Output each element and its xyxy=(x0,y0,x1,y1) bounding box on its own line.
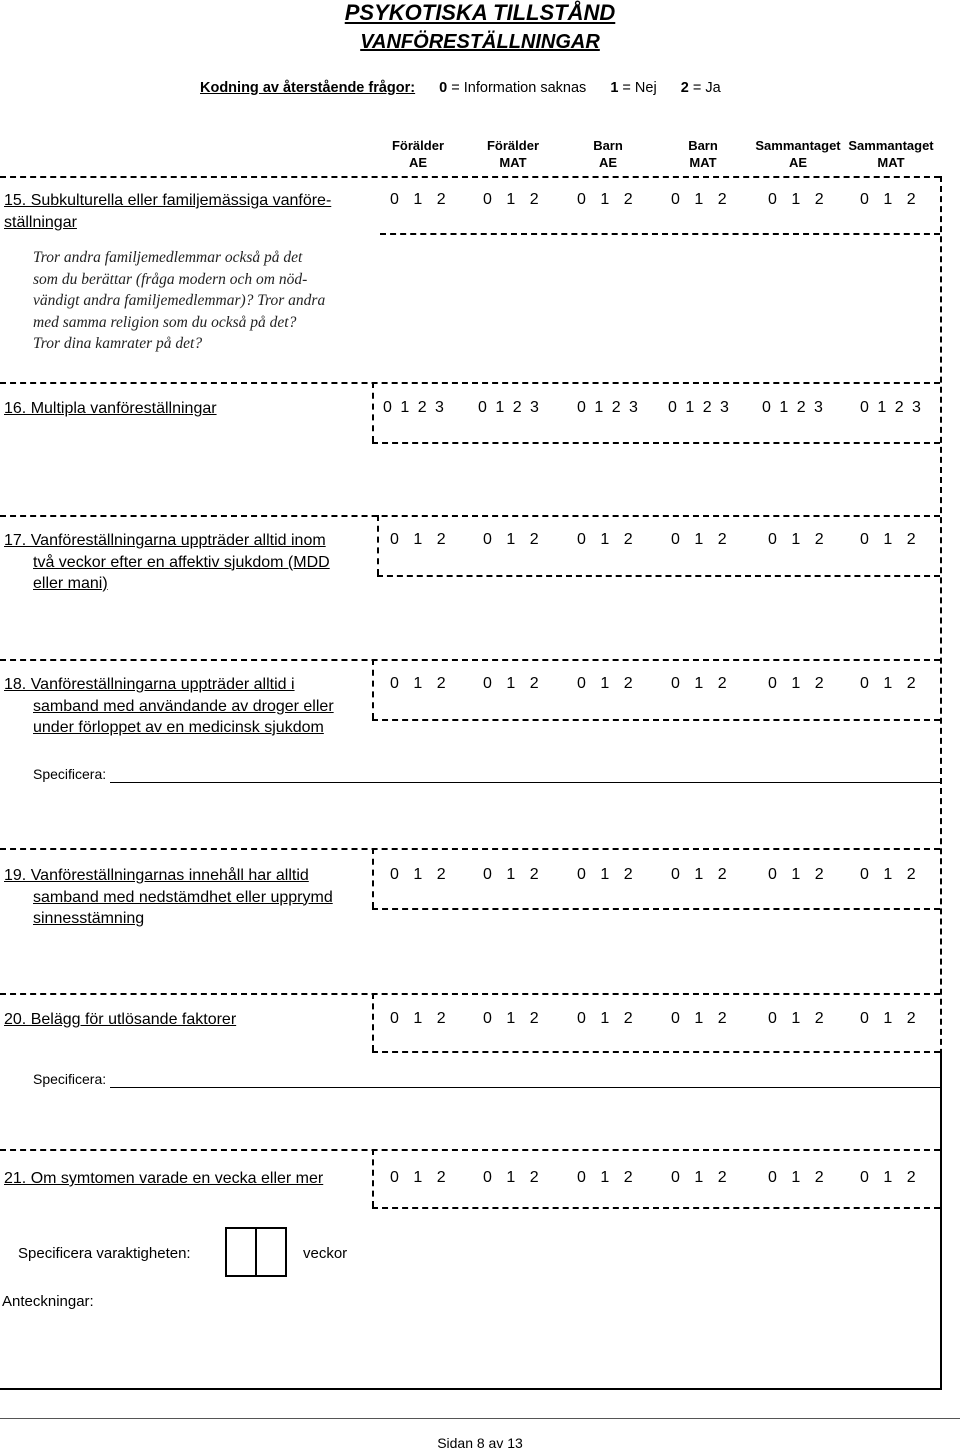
q17-scale-5[interactable]: 0 1 2 xyxy=(768,531,824,548)
q18-scale-6[interactable]: 0 1 2 xyxy=(860,675,916,692)
separator-q20-left xyxy=(372,993,374,1051)
separator-q19-top xyxy=(0,848,940,850)
question-21: 21. Om symtomen varade en vecka eller mer xyxy=(4,1170,324,1187)
q16-scale-1[interactable]: 0 1 2 3 xyxy=(383,399,444,416)
q18-scale-2[interactable]: 0 1 2 xyxy=(483,675,539,692)
column-header-3: Barn AE xyxy=(593,138,623,170)
q19-scale-3[interactable]: 0 1 2 xyxy=(577,866,633,883)
q17-scale-6[interactable]: 0 1 2 xyxy=(860,531,916,548)
separator-q20-bottom xyxy=(372,1051,940,1053)
page-subtitle: VANFÖRESTÄLLNINGAR xyxy=(360,31,600,53)
q18-specify-field[interactable] xyxy=(110,782,940,783)
q16-scale-2[interactable]: 0 1 2 3 xyxy=(478,399,539,416)
q17-scale-1[interactable]: 0 1 2 xyxy=(390,531,446,548)
column-header-4: Barn MAT xyxy=(688,138,718,170)
duration-label: Specificera varaktigheten: xyxy=(18,1245,191,1262)
question-16: 16. Multipla vanföreställningar xyxy=(4,400,217,417)
code-2: 2 = Ja xyxy=(680,80,721,96)
separator-q16-left xyxy=(372,382,374,442)
q15-scale-6[interactable]: 0 1 2 xyxy=(860,191,916,208)
separator-q16-top xyxy=(0,382,940,384)
q18-scale-5[interactable]: 0 1 2 xyxy=(768,675,824,692)
q21-scale-3[interactable]: 0 1 2 xyxy=(577,1169,633,1186)
notes-bottom-border xyxy=(0,1388,940,1390)
duration-digit-box-1[interactable] xyxy=(225,1227,257,1277)
q20-scale-1[interactable]: 0 1 2 xyxy=(390,1010,446,1027)
q15-scale-2[interactable]: 0 1 2 xyxy=(483,191,539,208)
q16-scale-5[interactable]: 0 1 2 3 xyxy=(762,399,823,416)
code-1: 1 = Nej xyxy=(610,80,657,96)
separator-q17-bottom xyxy=(377,575,940,577)
separator-q21-bottom xyxy=(372,1207,940,1209)
page-title: PSYKOTISKA TILLSTÅND xyxy=(344,0,616,25)
separator-q21-left xyxy=(372,1149,374,1207)
question-17: 17. Vanföreställningarna uppträder alltid inom två veckor efter en affektiv sjukdom (MDD eller mani) xyxy=(4,532,330,592)
q20-scale-4[interactable]: 0 1 2 xyxy=(671,1010,727,1027)
q16-scale-4[interactable]: 0 1 2 3 xyxy=(668,399,729,416)
q18-scale-3[interactable]: 0 1 2 xyxy=(577,675,633,692)
q20-specify-label: Specificera: xyxy=(33,1071,107,1087)
separator-q21-top xyxy=(0,1149,940,1151)
q20-scale-2[interactable]: 0 1 2 xyxy=(483,1010,539,1027)
code-0: 0 = Information saknas xyxy=(439,80,587,96)
q16-scale-6[interactable]: 0 1 2 3 xyxy=(860,399,921,416)
coding-label: Kodning av återstående frågor: xyxy=(200,80,416,96)
question-20: 20. Belägg för utlösande faktorer xyxy=(4,1011,237,1028)
q20-specify-field[interactable] xyxy=(110,1087,940,1088)
separator-top xyxy=(0,176,940,178)
q21-scale-5[interactable]: 0 1 2 xyxy=(768,1169,824,1186)
footer-rule xyxy=(0,1418,960,1419)
separator-q19-left xyxy=(372,848,374,908)
separator-q20-top xyxy=(0,993,940,995)
q20-scale-6[interactable]: 0 1 2 xyxy=(860,1010,916,1027)
q21-scale-1[interactable]: 0 1 2 xyxy=(390,1169,446,1186)
q21-scale-4[interactable]: 0 1 2 xyxy=(671,1169,727,1186)
separator-q18-bottom xyxy=(372,719,940,721)
q15-scale-1[interactable]: 0 1 2 xyxy=(390,191,446,208)
q19-scale-1[interactable]: 0 1 2 xyxy=(390,866,446,883)
q19-scale-5[interactable]: 0 1 2 xyxy=(768,866,824,883)
q16-scale-3[interactable]: 0 1 2 3 xyxy=(577,399,638,416)
q15-scale-5[interactable]: 0 1 2 xyxy=(768,191,824,208)
question-18: 18. Vanföreställningarna uppträder alltid i samband med användande av droger eller under förloppet av en medicinsk sjukdom xyxy=(4,676,334,736)
separator-q17-left xyxy=(377,515,379,575)
q17-scale-4[interactable]: 0 1 2 xyxy=(671,531,727,548)
column-header-2: Förälder MAT xyxy=(486,138,539,170)
q19-scale-6[interactable]: 0 1 2 xyxy=(860,866,916,883)
q19-scale-4[interactable]: 0 1 2 xyxy=(671,866,727,883)
duration-digit-box-2[interactable] xyxy=(255,1227,287,1277)
notes-label: Anteckningar: xyxy=(2,1293,94,1310)
question-15-probe: Tror andra familjemedlemmar också på det som du berättar (fråga modern och om nöd- vändigt andra familjemedlemmar)? Tror andra med samma religion som du också på det? Tror dina kamrater på det? xyxy=(33,249,326,352)
q15-scale-4[interactable]: 0 1 2 xyxy=(671,191,727,208)
q18-specify-label: Specificera: xyxy=(33,766,107,782)
q21-scale-2[interactable]: 0 1 2 xyxy=(483,1169,539,1186)
q18-scale-1[interactable]: 0 1 2 xyxy=(390,675,446,692)
separator-q18-left xyxy=(372,659,374,719)
column-header-6: Sammantaget MAT xyxy=(848,138,934,170)
separator-q15 xyxy=(380,233,940,235)
question-15: 15. Subkulturella eller familjemässiga vanföre- ställningar xyxy=(4,192,332,231)
separator-q17-top xyxy=(0,515,940,517)
q15-scale-3[interactable]: 0 1 2 xyxy=(577,191,633,208)
separator-q18-top xyxy=(0,659,940,661)
right-border-solid xyxy=(940,1050,942,1390)
separator-q19-bottom xyxy=(372,908,940,910)
q21-scale-6[interactable]: 0 1 2 xyxy=(860,1169,916,1186)
coding-legend xyxy=(200,80,721,96)
question-19: 19. Vanföreställningarnas innehåll har alltid samband med nedstämdhet eller upprymd sinnesstämning xyxy=(4,867,333,927)
q20-scale-5[interactable]: 0 1 2 xyxy=(768,1010,824,1027)
q19-scale-2[interactable]: 0 1 2 xyxy=(483,866,539,883)
q17-scale-2[interactable]: 0 1 2 xyxy=(483,531,539,548)
q18-scale-4[interactable]: 0 1 2 xyxy=(671,675,727,692)
column-header-5: Sammantaget AE xyxy=(755,138,841,170)
column-header-1: Förälder AE xyxy=(391,138,444,170)
q20-scale-3[interactable]: 0 1 2 xyxy=(577,1010,633,1027)
q17-scale-3[interactable]: 0 1 2 xyxy=(577,531,633,548)
separator-q16-bottom xyxy=(372,442,940,444)
page-number: Sidan 8 av 13 xyxy=(437,1435,523,1451)
duration-unit: veckor xyxy=(303,1245,348,1262)
